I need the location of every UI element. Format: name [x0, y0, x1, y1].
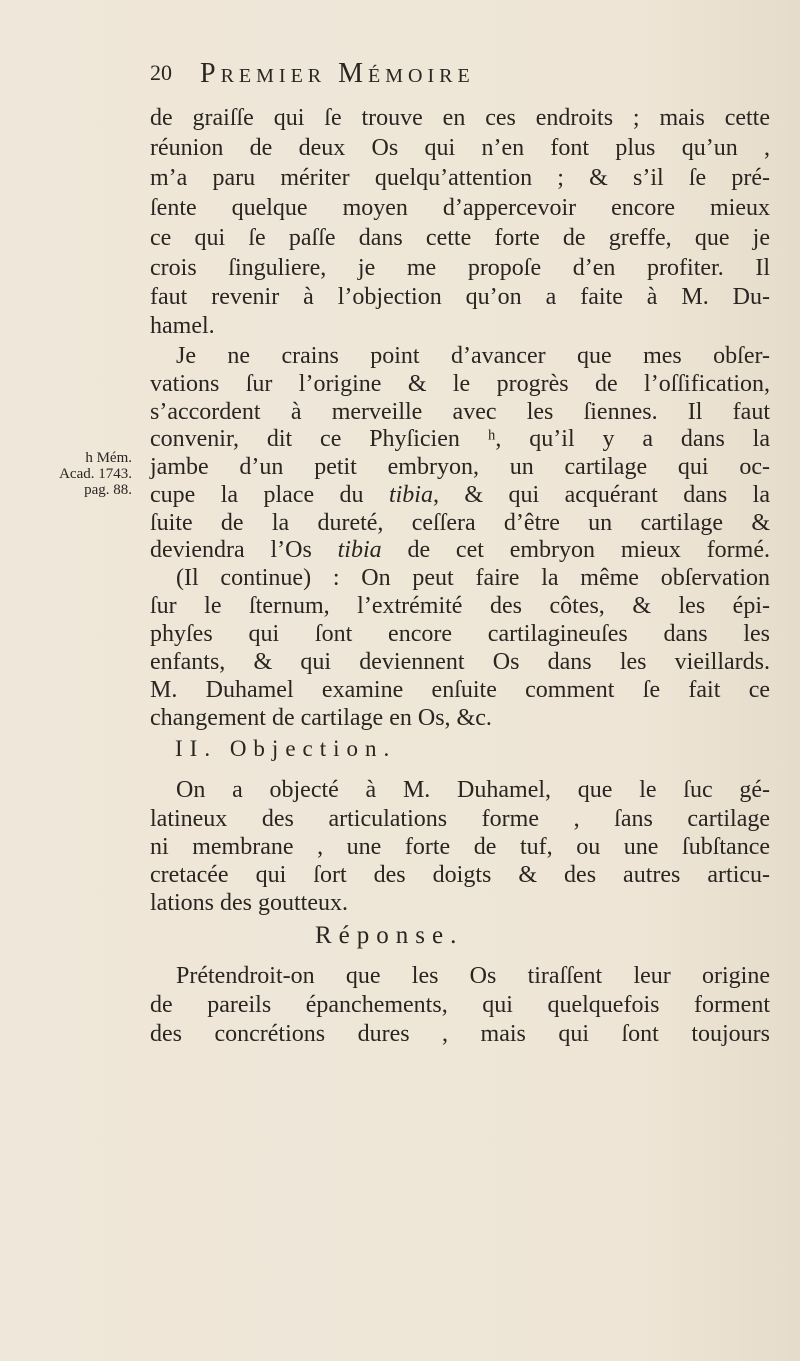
text-line: ſuite de la dureté, ceſſera d’être un cartilage &	[150, 510, 770, 536]
text-line: réunion de deux Os qui n’en font plus qu’un ,	[150, 135, 770, 161]
section-heading-reponse: Réponse.	[315, 922, 464, 949]
text-line: convenir, dit ce Phyſicien ʰ, qu’il y a dans la	[150, 426, 770, 452]
text-line: enfants, & qui deviennent Os dans les vieillards.	[150, 649, 770, 675]
text-line: crois ſinguliere, je me propoſe d’en profiter. Il	[150, 255, 770, 281]
text-line: M. Duhamel examine enſuite comment ſe fait ce	[150, 677, 770, 703]
text-line: hamel.	[150, 313, 215, 339]
text-line: jambe d’un petit embryon, un cartilage qui oc-	[150, 454, 770, 480]
margin-footnote	[40, 450, 132, 498]
page-title: Premier Mémoire	[200, 58, 475, 89]
text-line: des concrétions dures , mais qui ſont toujours	[150, 1021, 770, 1047]
footnote-line: pag. 88.	[84, 482, 132, 498]
text-line: cretacée qui ſort des doigts & des autres articu-	[150, 862, 770, 888]
section-heading-objection: II. Objection.	[175, 736, 397, 761]
text-line: cupe la place du tibia, & qui acquérant dans la	[150, 482, 771, 508]
text-line: phyſes qui ſont encore cartilagineuſes dans les	[150, 621, 770, 647]
text-line: latineux des articulations forme , ſans cartilage	[150, 806, 770, 832]
text-line: vations ſur l’origine & le progrès de l’oſſification,	[150, 371, 770, 397]
text-line: Prétendroit-on que les Os tiraſſent leur origine	[176, 963, 770, 989]
footnote-line: Acad. 1743.	[59, 466, 132, 482]
footnote-line: h Mém.	[85, 450, 132, 466]
text-line: de graiſſe qui ſe trouve en ces endroits ; mais cette	[150, 105, 770, 131]
text-line: ſur le ſternum, l’extrémité des côtes, & les épi-	[150, 593, 770, 619]
text-line: de pareils épanchements, qui quelquefois forment	[150, 992, 770, 1018]
text-line: changement de cartilage en Os, &c.	[150, 705, 492, 731]
text-line: ni membrane , une forte de tuf, ou une ſubſtance	[150, 834, 770, 860]
text-line: (Il continue) : On peut faire la même obſervation	[176, 565, 770, 591]
text-line: Je ne crains point d’avancer que mes obſer-	[176, 343, 770, 369]
text-line: m’a paru mériter quelqu’attention ; & s’il ſe pré-	[150, 165, 770, 191]
text-line: s’accordent à merveille avec les ſiennes. Il faut	[150, 399, 770, 425]
text-line: On a objecté à M. Duhamel, que le ſuc gé-	[176, 777, 770, 803]
text-line: ſente quelque moyen d’appercevoir encore mieux	[150, 195, 770, 221]
text-line: faut revenir à l’objection qu’on a faite à M. Du-	[150, 284, 770, 310]
text-line: ce qui ſe paſſe dans cette forte de greffe, que je	[150, 225, 770, 251]
text-line: lations des goutteux.	[150, 890, 348, 916]
text-line: deviendra l’Os tibia de cet embryon mieux formé.	[150, 537, 770, 563]
page-number: 20	[150, 60, 172, 85]
